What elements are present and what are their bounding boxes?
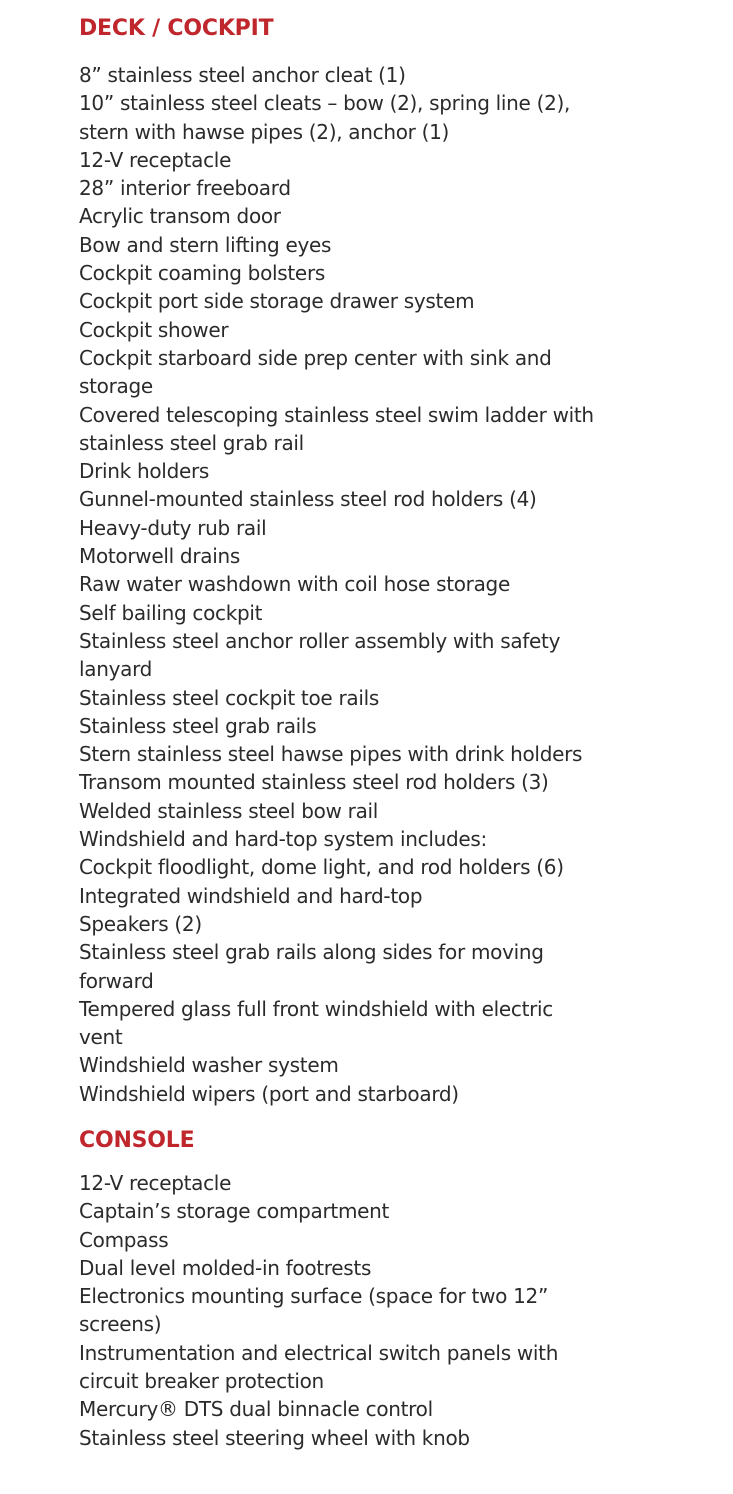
list-item: Stainless steel anchor roller assembly with safety	[79, 628, 561, 653]
list-item: Cockpit coaming bolsters	[79, 261, 325, 286]
list-item: 12-V receptacle	[79, 147, 232, 172]
list-item: 8” stainless steel anchor cleat (1)	[79, 63, 406, 87]
list-item: Windshield washer system	[79, 1053, 339, 1078]
spec-sheet	[79, 14, 719, 1452]
list-item: vent	[79, 1025, 123, 1050]
deck-cockpit-list	[79, 61, 719, 1108]
list-item: Stainless steel grab rails	[79, 713, 317, 738]
list-item: stainless steel grab rail	[79, 430, 304, 455]
console-list	[79, 1169, 719, 1452]
list-item: Instrumentation and electrical switch panels with	[79, 1340, 559, 1365]
list-item: Acrylic transom door	[79, 204, 281, 229]
list-item: Electronics mounting surface (space for two 12”	[79, 1284, 549, 1309]
list-item: Stainless steel steering wheel with knob	[79, 1425, 470, 1450]
list-item: Windshield wipers (port and starboard)	[79, 1081, 459, 1106]
list-item: Stainless steel cockpit toe rails	[79, 685, 379, 710]
list-item: lanyard	[79, 657, 153, 682]
console-section	[79, 1126, 719, 1452]
list-item: Tempered glass full front windshield with electric	[79, 996, 553, 1021]
list-item: stern with hawse pipes (2), anchor (1)	[79, 119, 450, 144]
list-item: Self bailing cockpit	[79, 600, 263, 625]
list-item: Cockpit starboard side prep center with sink and	[79, 345, 552, 370]
list-item: Compass	[79, 1227, 169, 1252]
deck-cockpit-section	[79, 14, 719, 1108]
list-item: Cockpit port side storage drawer system	[79, 289, 475, 314]
deck-cockpit-heading: DECK / COCKPIT	[79, 16, 274, 41]
list-item: Raw water washdown with coil hose storage	[79, 572, 510, 597]
list-item: Cockpit shower	[79, 317, 229, 342]
list-item: circuit breaker protection	[79, 1369, 324, 1394]
list-item: Stern stainless steel hawse pipes with drink holders	[79, 742, 583, 767]
console-heading: CONSOLE	[79, 1127, 195, 1153]
list-item: Captain’s storage compartment	[79, 1199, 390, 1224]
list-item: Cockpit floodlight, dome light, and rod holders (6)	[79, 855, 564, 880]
list-item: Heavy-duty rub rail	[79, 515, 267, 540]
list-item: Transom mounted stainless steel rod holders (3)	[79, 770, 549, 795]
list-item: Stainless steel grab rails along sides for moving	[79, 940, 544, 965]
list-item: 28” interior freeboard	[79, 176, 291, 201]
list-item: Welded stainless steel bow rail	[79, 798, 379, 823]
list-item: Windshield and hard-top system includes:	[79, 827, 487, 852]
list-item: storage	[79, 374, 153, 399]
list-item: Covered telescoping stainless steel swim ladder with	[79, 402, 594, 427]
list-item: Integrated windshield and hard-top	[79, 883, 423, 908]
list-item: 10” stainless steel cleats – bow (2), spring line (2),	[79, 91, 571, 116]
list-item: 12-V receptacle	[79, 1170, 232, 1195]
list-item: Motorwell drains	[79, 544, 240, 569]
list-item: Speakers (2)	[79, 911, 202, 936]
list-item: Gunnel-mounted stainless steel rod holders (4)	[79, 487, 537, 512]
list-item: Mercury® DTS dual binnacle control	[79, 1397, 433, 1422]
list-item: Drink holders	[79, 459, 210, 484]
list-item: Dual level molded-in footrests	[79, 1255, 372, 1280]
list-item: forward	[79, 968, 154, 993]
list-item: Bow and stern lifting eyes	[79, 232, 332, 257]
list-item: screens)	[79, 1312, 162, 1337]
